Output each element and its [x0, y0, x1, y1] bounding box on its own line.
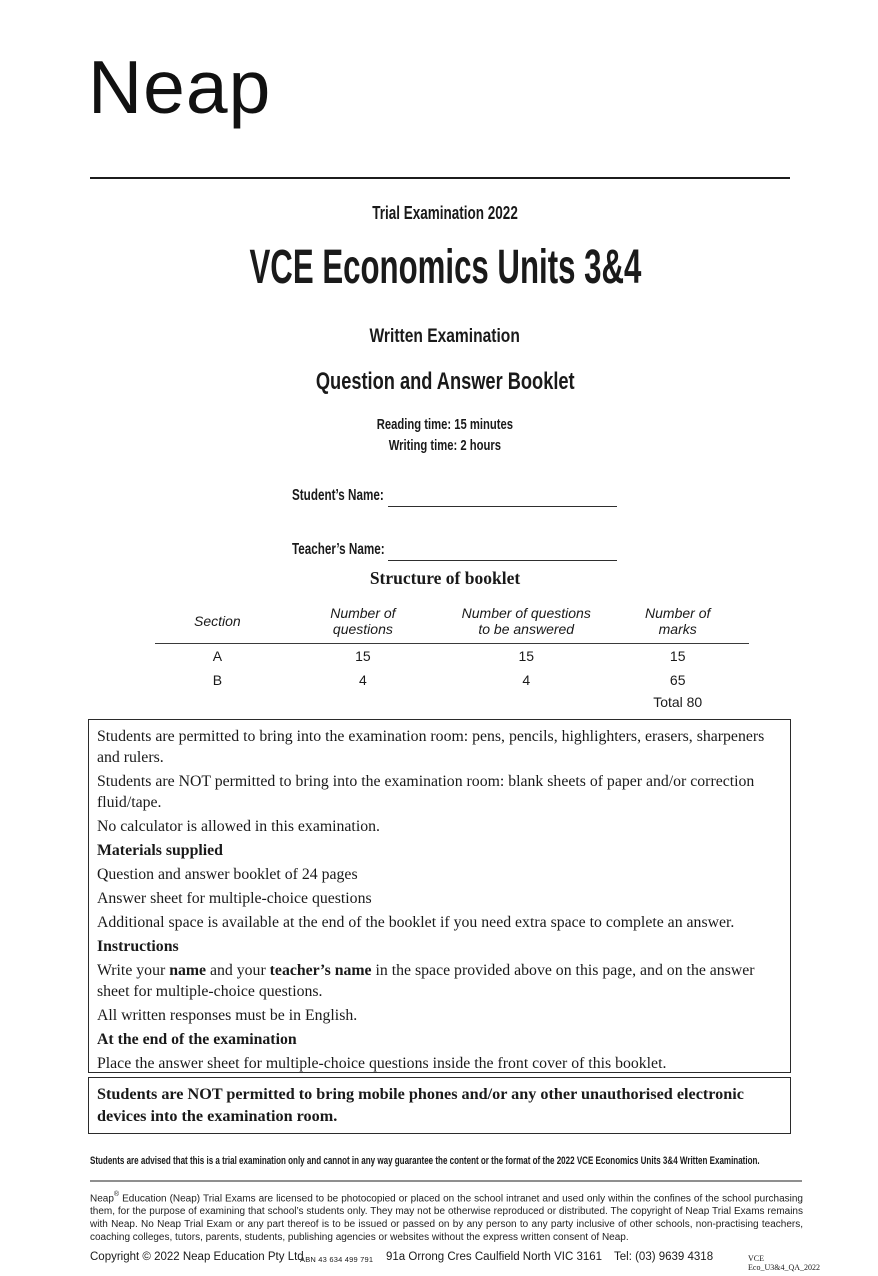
exam-rules-box: [88, 719, 791, 1073]
header-divider: [90, 177, 790, 179]
page-title: [95, 243, 795, 293]
rule-not-permitted-items: Students are NOT permitted to bring into the examination room: blank sheets of paper and/or correction fluid/tape.: [97, 773, 755, 811]
footer-telephone: Tel: (03) 9639 4318: [614, 1251, 714, 1263]
col-header-questions-to-answer: [446, 600, 606, 644]
neap-logo: Neap: [88, 45, 272, 129]
cell-marks: 15: [669, 648, 686, 664]
text-run-bold: teacher’s name: [269, 962, 372, 979]
cell-to-answer: 15: [518, 648, 535, 664]
writing-time-text: Writing time: 2 hours: [388, 437, 502, 454]
page-footer: [90, 1251, 830, 1272]
col-header-section: [155, 600, 280, 644]
col-header-text: marks: [658, 621, 697, 637]
cell-empty: [155, 692, 280, 715]
col-header-text: Number of: [330, 605, 396, 621]
cell-total-marks: Total 80: [653, 694, 703, 710]
subtitle-written-examination-text: Written Examination: [369, 326, 521, 347]
cell-empty: [280, 692, 446, 715]
subtitle-booklet: [95, 368, 795, 396]
footer-copyright: Copyright © 2022 Neap Education Pty Ltd: [90, 1251, 304, 1263]
student-name-blank-line: [388, 492, 617, 507]
col-header-text: questions: [332, 621, 393, 637]
registered-trademark-symbol: ®: [113, 1191, 120, 1198]
table-header-row: [155, 600, 749, 644]
table-row-section-a: [155, 644, 749, 669]
brand-text: Neap: [90, 1193, 114, 1205]
col-header-text: Number of: [645, 605, 711, 621]
text-run: and your: [206, 962, 270, 979]
material-additional-space: Additional space is available at the end of the booklet if you need extra space to complete an answer.: [97, 914, 735, 931]
col-header-text: Number of questions: [461, 605, 591, 621]
col-header-number-of-questions: [280, 600, 446, 644]
cell-to-answer: 4: [522, 672, 531, 688]
footer-address: 91a Orrong Cres Caulfield North VIC 3161: [386, 1251, 603, 1263]
footer-document-code: VCE Eco_U3&4_QA_2022: [748, 1254, 820, 1272]
footer-abn: ABN 43 634 499 791: [300, 1255, 374, 1264]
text-run: Write your: [97, 962, 170, 979]
student-name-label-text: Student’s Name:: [292, 487, 384, 504]
col-header-text: to be answered: [478, 621, 575, 637]
cell-section: A: [212, 648, 223, 664]
material-answer-sheet: Answer sheet for multiple-choice questions: [97, 890, 372, 907]
trial-exam-year: [95, 203, 795, 224]
trial-exam-year-text: Trial Examination 2022: [372, 203, 518, 223]
instruction-answer-sheet-placement: Place the answer sheet for multiple-choice questions inside the front cover of this booklet.: [97, 1055, 667, 1072]
instruction-write-name: [97, 960, 782, 1002]
col-header-text: Section: [194, 613, 241, 629]
text-run: in the space provided above on this page, and on the answer sheet for multiple-choice questions.: [97, 962, 755, 1000]
footer-divider: [90, 1180, 802, 1182]
fine-print-body: Education (Neap) Trial Exams are licensed to be photocopied or placed on the school intranet and used only within the confines of the school purchasing them, for the purpose of examining that school’s students only. They may not be otherwise reproduced or distributed. The copyright of Neap Trial Exams remains with Neap. No Neap Trial Exam or any part thereof is to be issued or passed on by any person to any party inclusive of other schools, non-practising teachers, coaching colleges, tutors, parents, students, publishing agencies or websites without the express written consent of Neap.: [90, 1193, 803, 1244]
instructions-heading: Instructions: [97, 938, 179, 955]
materials-supplied-heading: Materials supplied: [97, 842, 223, 859]
cell-empty: [446, 692, 606, 715]
cell-section: B: [212, 672, 223, 688]
cell-questions: 15: [355, 648, 371, 664]
page-title-text: VCE Economics Units 3&4: [249, 241, 641, 294]
instruction-english: All written responses must be in English.: [97, 1007, 358, 1024]
trial-exam-disclaimer: [90, 1155, 878, 1167]
end-of-examination-heading: At the end of the examination: [97, 1031, 297, 1048]
structure-of-booklet-table: [155, 600, 749, 715]
reading-time: [95, 416, 795, 433]
rule-permitted-items: Students are permitted to bring into the examination room: pens, pencils, highlighters, erasers, sharpeners and rulers.: [97, 728, 765, 766]
table-row-section-b: [155, 668, 749, 692]
trial-exam-disclaimer-text: Students are advised that this is a trial examination only and cannot in any way guarantee the content or the format of the 2022 VCE Economics Units 3&4 Written Examination.: [90, 1155, 760, 1167]
reading-time-text: Reading time: 15 minutes: [376, 416, 514, 433]
subtitle-written-examination: [95, 326, 795, 348]
mobile-phone-warning-box: Students are NOT permitted to bring mobile phones and/or any other unauthorised electronic devices into the examination room.: [88, 1077, 791, 1134]
writing-time: [95, 437, 795, 454]
cell-questions: 4: [358, 672, 367, 688]
col-header-number-of-marks: [606, 600, 749, 644]
rule-no-calculator: No calculator is allowed in this examination.: [97, 818, 380, 835]
copyright-fine-print: [90, 1189, 803, 1244]
material-booklet: Question and answer booklet of 24 pages: [97, 866, 358, 883]
text-run-bold: name: [169, 962, 207, 979]
structure-of-booklet-title: Structure of booklet: [369, 568, 521, 588]
subtitle-booklet-text: Question and Answer Booklet: [315, 368, 575, 395]
teacher-name-blank-line: [388, 546, 617, 561]
teacher-name-label-text: Teacher’s Name:: [292, 541, 385, 558]
cell-marks: 65: [669, 672, 686, 688]
table-row-total: [155, 692, 749, 715]
